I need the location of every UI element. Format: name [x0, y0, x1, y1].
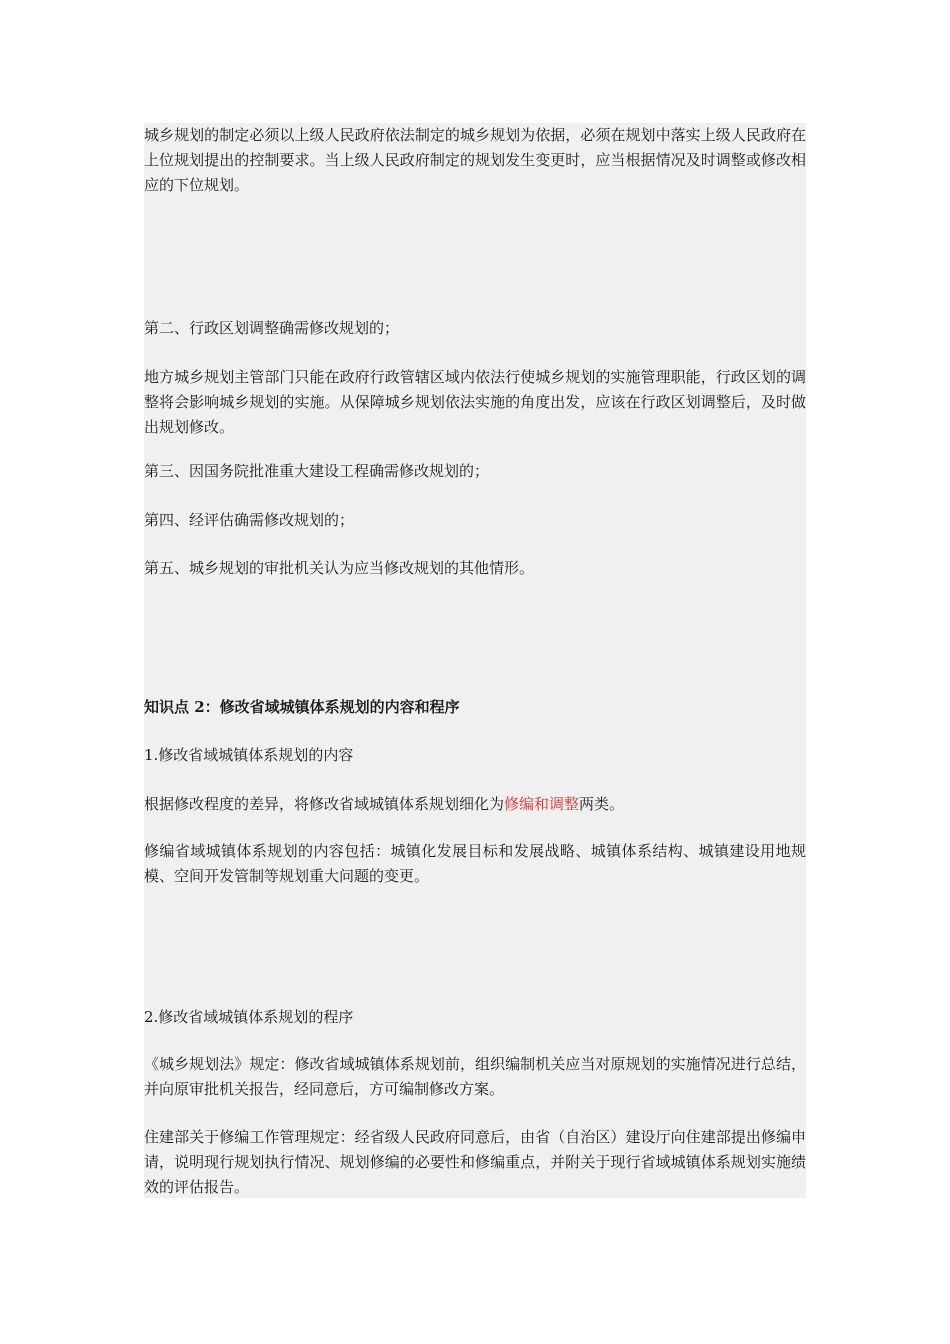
paragraph-ministry-rules: 住建部关于修编工作管理规定：经省级人民政府同意后，由省（自治区）建设厅向住建部提出修编申请，说明现行规划执行情况、规划修编的必要性和修编重点，并附关于现行省域城镇体系规划实施绩效的评估报告。	[144, 1128, 806, 1196]
section-heading: 知识点 2：修改省域城镇体系规划的内容和程序	[144, 698, 460, 716]
item-fifth: 第五、城乡规划的审批机关认为应当修改规划的其他情形。	[144, 559, 535, 577]
paragraph-admin-division: 地方城乡规划主管部门只能在政府行政管辖区域内依法行使城乡规划的实施管理职能，行政区划的调整将会影响城乡规划的实施。从保障城乡规划依法实施的角度出发，应该在行政区划调整后，及时做出规划修改。	[144, 368, 806, 436]
paragraph-revision-content: 修编省域城镇体系规划的内容包括：城镇化发展目标和发展战略、城镇体系结构、城镇建设用地规模、空间开发管制等规划重大问题的变更。	[144, 842, 806, 885]
classification-text-after: 两类。	[579, 795, 625, 813]
document-content	[144, 123, 806, 1198]
paragraph-classification	[144, 792, 806, 817]
paragraph-law-provision: 《城乡规划法》规定：修改省域城镇体系规划前，组织编制机关应当对原规划的实施情况进行总结，并向原审批机关报告，经同意后，方可编制修改方案。	[144, 1055, 806, 1098]
paragraph-upper-plan-basis: 城乡规划的制定必须以上级人民政府依法制定的城乡规划为依据，必须在规划中落实上级人民政府在上位规划提出的控制要求。当上级人民政府制定的规划发生变更时，应当根据情况及时调整或修改相应的下位规划。	[144, 126, 806, 194]
item-third: 第三、因国务院批准重大建设工程确需修改规划的；	[144, 462, 490, 480]
highlight-revise-adjust: 修编和调整	[504, 795, 580, 813]
item-second: 第二、行政区划调整确需修改规划的；	[144, 319, 400, 337]
classification-text-before: 根据修改程度的差异，将修改省域城镇体系规划细化为	[144, 795, 505, 813]
subsection-procedure: 2.修改省域城镇体系规划的程序	[144, 1008, 354, 1026]
subsection-content: 1.修改省域城镇体系规划的内容	[144, 746, 354, 764]
item-fourth: 第四、经评估确需修改规划的；	[144, 511, 355, 529]
